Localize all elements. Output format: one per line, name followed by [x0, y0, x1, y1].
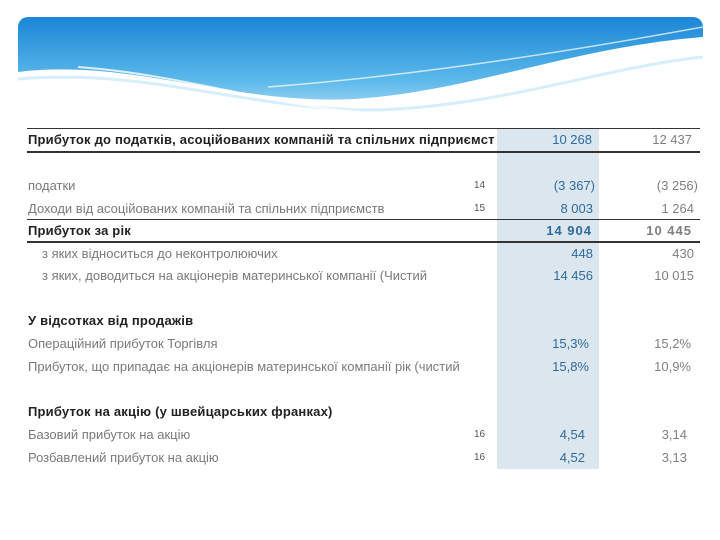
- subrow-2015: 430: [672, 246, 694, 261]
- subrow-2016: 14 456: [553, 268, 593, 283]
- top-rule: [27, 128, 700, 129]
- eps-row-label: Розбавлений прибуток на акцію: [28, 450, 219, 465]
- sales-section-title: У відсотках від продажів: [28, 313, 194, 328]
- sales-row-2015: 10,9%: [654, 359, 691, 374]
- row-label: Доходи від асоційованих компаній та спільних підприємств: [28, 201, 385, 216]
- pretax-2016: 10 268: [552, 132, 592, 147]
- eps-row-2015: 3,14: [661, 427, 687, 442]
- pretax-2015: 12 437: [652, 132, 692, 147]
- eps-row-note: 16: [474, 429, 486, 440]
- subrow-2015: 10 015: [654, 268, 694, 283]
- eps-row-note: 16: [474, 452, 486, 463]
- subrow-label: з яких відноситься до неконтролюючих: [42, 246, 278, 261]
- sales-row-2016: 15,8%: [552, 359, 589, 374]
- subrow-label: з яких, доводиться на акціонерів материнської компанії (Чистий: [42, 268, 428, 283]
- subrow-2016: 448: [571, 246, 593, 261]
- eps-row-label: Базовий прибуток на акцію: [28, 427, 191, 442]
- row-label: податки: [28, 178, 76, 193]
- profit-label: Прибуток за рік: [28, 223, 131, 238]
- eps-row-2016: 4,54: [559, 427, 585, 442]
- row-note: 14: [474, 180, 486, 191]
- sales-row-label: Операційний прибуток Торгівля: [28, 336, 218, 351]
- profit-bottom-rule: [27, 241, 700, 243]
- profit-2016: 14 904: [546, 223, 592, 238]
- profit-top-rule: [27, 219, 700, 220]
- header-rule: [27, 151, 700, 153]
- eps-row-2015: 3,13: [661, 450, 687, 465]
- sales-row-label: Прибуток, що припадає на акціонерів материнської компанії рік (чистий: [28, 359, 460, 374]
- eps-row-2016: 4,52: [559, 450, 585, 465]
- eps-section-title: Прибуток на акцію (у швейцарських франках): [28, 404, 333, 419]
- sales-row-2016: 15,3%: [552, 336, 589, 351]
- profit-2015: 10 445: [646, 223, 692, 238]
- row-2015: 1 264: [661, 201, 694, 216]
- row-2016: 8 003: [560, 201, 593, 216]
- sales-row-2015: 15,2%: [654, 336, 691, 351]
- row-note: 15: [474, 203, 486, 214]
- pretax-label: Прибуток до податків, асоційованих компаній та спільних підприємст: [28, 132, 495, 147]
- row-2015: (3 256): [656, 178, 698, 193]
- row-2016: (3 367): [553, 178, 595, 193]
